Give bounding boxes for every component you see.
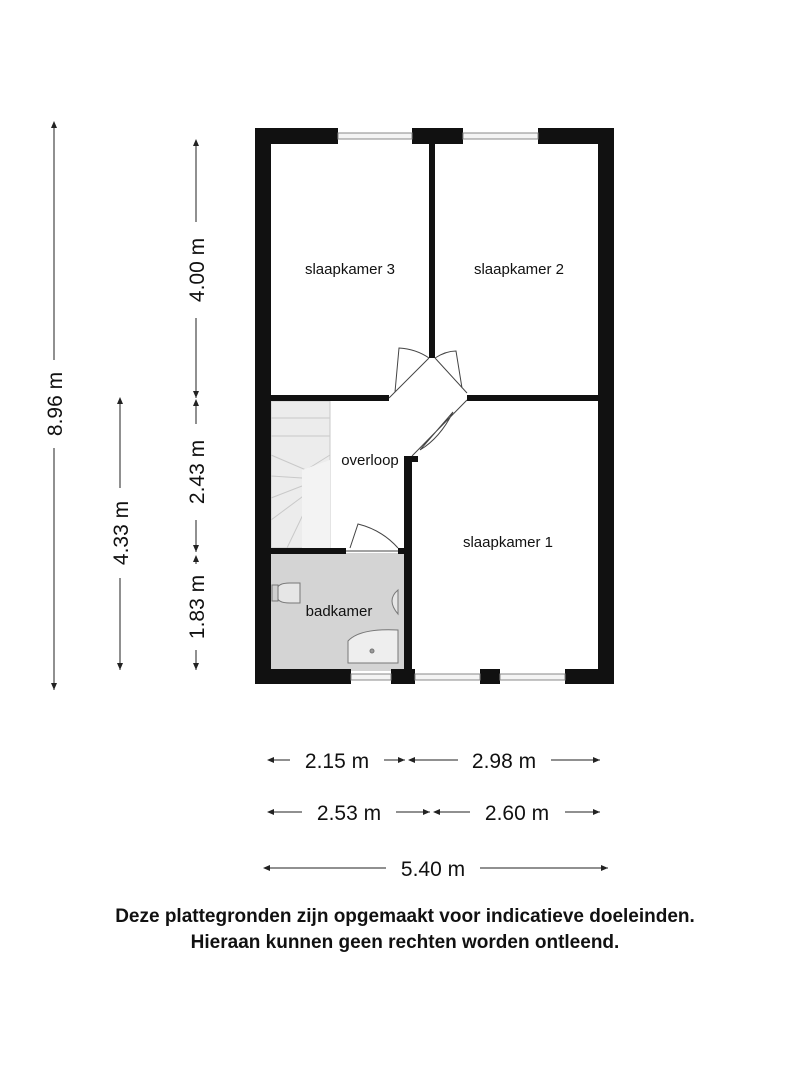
room-label-slaapkamer-3: slaapkamer 3 bbox=[304, 261, 396, 278]
dim-width-right-b: 2.60 m bbox=[484, 802, 550, 825]
disclaimer-line-2: Hieraan kunnen geen rechten worden ontleend. bbox=[190, 932, 620, 953]
room-label-overloop: overloop bbox=[341, 452, 399, 469]
diagonal-wall bbox=[404, 456, 418, 462]
dim-upper-rooms-height: 4.00 m bbox=[186, 237, 209, 303]
dim-total-width: 5.40 m bbox=[400, 858, 466, 881]
dim-total-height: 8.96 m bbox=[44, 371, 67, 437]
horizontal-dimension-lines bbox=[264, 760, 608, 868]
dim-width-left-b: 2.53 m bbox=[316, 802, 382, 825]
room-label-slaapkamer-1: slaapkamer 1 bbox=[462, 534, 554, 551]
vertical-dimension-lines bbox=[54, 122, 196, 690]
dim-badkamer-height: 1.83 m bbox=[186, 574, 209, 640]
dim-width-left-a: 2.15 m bbox=[304, 750, 370, 773]
staircase bbox=[271, 401, 330, 548]
room-label-badkamer: badkamer bbox=[305, 603, 373, 620]
disclaimer bbox=[0, 904, 810, 956]
dim-bottom-height: 4.33 m bbox=[110, 500, 133, 566]
room-label-slaapkamer-2: slaapkamer 2 bbox=[473, 261, 565, 278]
dim-width-right-a: 2.98 m bbox=[471, 750, 537, 773]
dim-overloop-height: 2.43 m bbox=[186, 439, 209, 505]
disclaimer-line-1: Deze plattegronden zijn opgemaakt voor indicatieve doeleinden. bbox=[115, 906, 695, 927]
